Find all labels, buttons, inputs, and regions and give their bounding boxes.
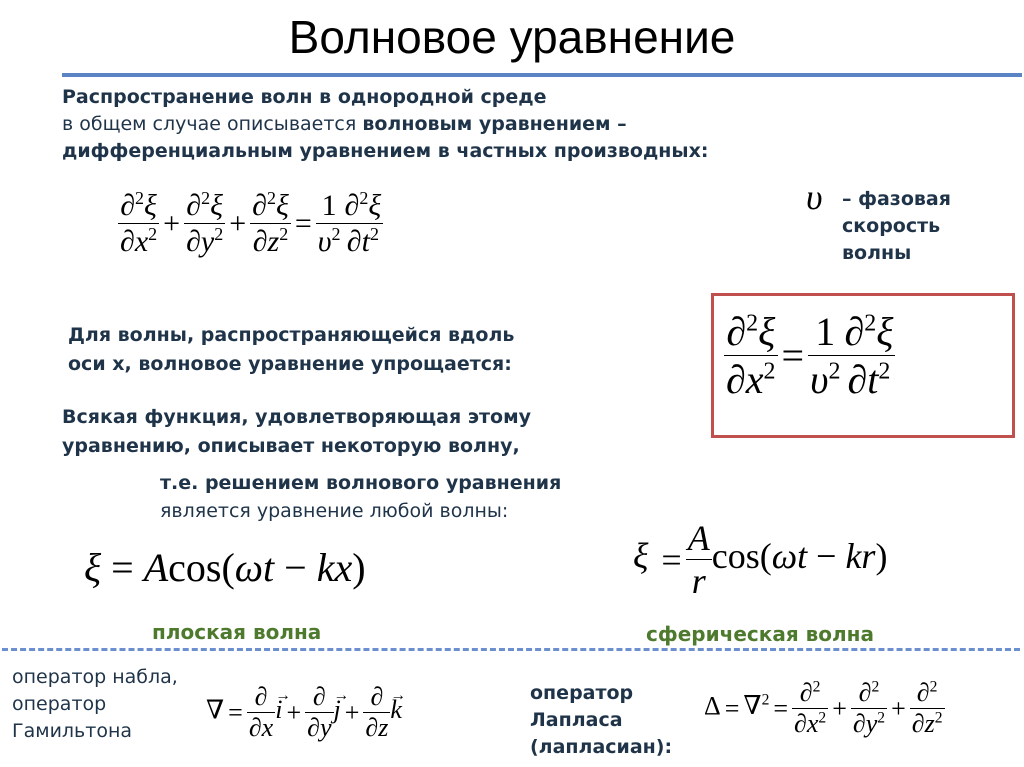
phase-velocity-note-2: скорость bbox=[842, 215, 941, 237]
laplace-label-1: оператор bbox=[530, 682, 634, 704]
intro-line-2-plain: в общем случае описывается bbox=[62, 113, 363, 135]
laplace-label-2: Лапласа bbox=[530, 709, 623, 731]
spherical-wave-equation: ξ = $\frac{A}{r}$ cos(ωt − kr) bbox=[633, 518, 888, 601]
wave-equation-1d: $\frac{\partial^2\xi}{\partial x^2}$ = $\frac{1}{\upsilon^2}$ $\frac{\partial^2\xi}{\partial t^2}$ bbox=[726, 309, 894, 402]
x-wave-line-2: оси x, волновое уравнение упрощается: bbox=[68, 353, 512, 375]
laplace-label-3: (лапласиан): bbox=[530, 736, 673, 758]
solution-line-1: т.е. решением волнового уравнения bbox=[160, 472, 562, 494]
phase-velocity-note-1: – фазовая bbox=[842, 188, 951, 210]
intro-line-2-bold: волновым уравнением – bbox=[362, 113, 627, 135]
intro-line-3: дифференциальным уравнением в частных производных: bbox=[62, 140, 709, 162]
phase-velocity-symbol: υ bbox=[806, 177, 823, 217]
solution-line-2: является уравнение любой волны: bbox=[160, 500, 509, 522]
nabla-operator-formula: ∇ = $\frac{\partial}{\partial x}$ i → + $\frac{\partial}{\partial y}$ j → + $\frac{\partial}{\partial z}$ k → bbox=[206, 682, 402, 743]
any-function-line-2: уравнению, описывает некоторую волну, bbox=[62, 435, 520, 457]
spherical-wave-label: сферическая волна bbox=[646, 622, 874, 646]
wave-equation-3d: $\frac{\partial^2\xi}{\partial x^2}$ + $\frac{\partial^2\xi}{\partial y^2}$ + $\frac{\partial^2\xi}{\partial z^2}$ = $\frac{1}{\upsilon^2}$ $\frac{\partial^2\xi}{\partial t^2}$ bbox=[120, 188, 382, 258]
nabla-label-3: Гамильтона bbox=[12, 720, 133, 742]
intro-line-2 bbox=[62, 111, 627, 138]
any-function-line-1: Всякая функция, удовлетворяющая этому bbox=[62, 406, 532, 428]
laplace-operator-formula: Δ = ∇$^2$ = $\frac{\partial^2}{\partial x^2}$ + $\frac{\partial^2}{\partial y^2}$ + $\frac{\partial^2}{\partial z^2}$ bbox=[704, 678, 943, 738]
title-underline bbox=[62, 73, 1022, 77]
phase-velocity-note-3: волны bbox=[842, 242, 912, 264]
dashed-divider bbox=[2, 648, 1020, 651]
page-title: Волновое уравнение bbox=[288, 11, 736, 63]
x-wave-line-1: Для волны, распространяющейся вдоль bbox=[68, 324, 515, 346]
nabla-label-1: оператор набла, bbox=[12, 666, 178, 688]
plane-wave-label: плоская волна bbox=[152, 620, 322, 644]
plane-wave-equation: ξ = Acos(ωt − kx) bbox=[84, 545, 366, 590]
nabla-label-2: оператор bbox=[12, 693, 107, 715]
intro-line-1: Распространение волн в однородной среде bbox=[62, 86, 547, 108]
